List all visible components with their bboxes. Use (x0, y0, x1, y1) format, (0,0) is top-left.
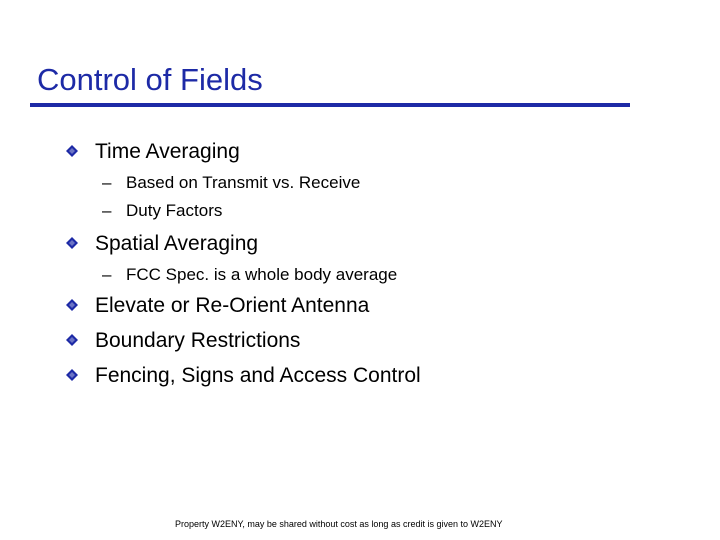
sub-bullet-dash: – (102, 173, 112, 192)
sub-item-duty-factors: Duty Factors (126, 201, 223, 220)
bullet-item-time-averaging: Time Averaging (95, 140, 240, 163)
diamond-bullet-icon (66, 369, 78, 381)
diamond-bullet-icon (66, 299, 78, 311)
diamond-bullet-icon (66, 145, 78, 157)
diamond-bullet-icon (66, 334, 78, 346)
sub-bullet-dash: – (102, 201, 112, 220)
diamond-bullet-icon (66, 237, 78, 249)
bullet-item-boundary-restrictions: Boundary Restrictions (95, 329, 301, 352)
footer-credit: Property W2ENY, may be shared without cost as long as credit is given to W2ENY (175, 519, 503, 529)
bullet-item-elevate-antenna: Elevate or Re-Orient Antenna (95, 294, 370, 317)
sub-item-fcc-spec: FCC Spec. is a whole body average (126, 265, 398, 284)
bullet-item-spatial-averaging: Spatial Averaging (95, 232, 259, 255)
slide-title: Control of Fields (37, 62, 263, 97)
sub-item-transmit-receive: Based on Transmit vs. Receive (126, 173, 361, 192)
sub-bullet-dash: – (102, 265, 112, 284)
title-underline (30, 103, 630, 107)
bullet-item-fencing-signs: Fencing, Signs and Access Control (95, 364, 421, 387)
